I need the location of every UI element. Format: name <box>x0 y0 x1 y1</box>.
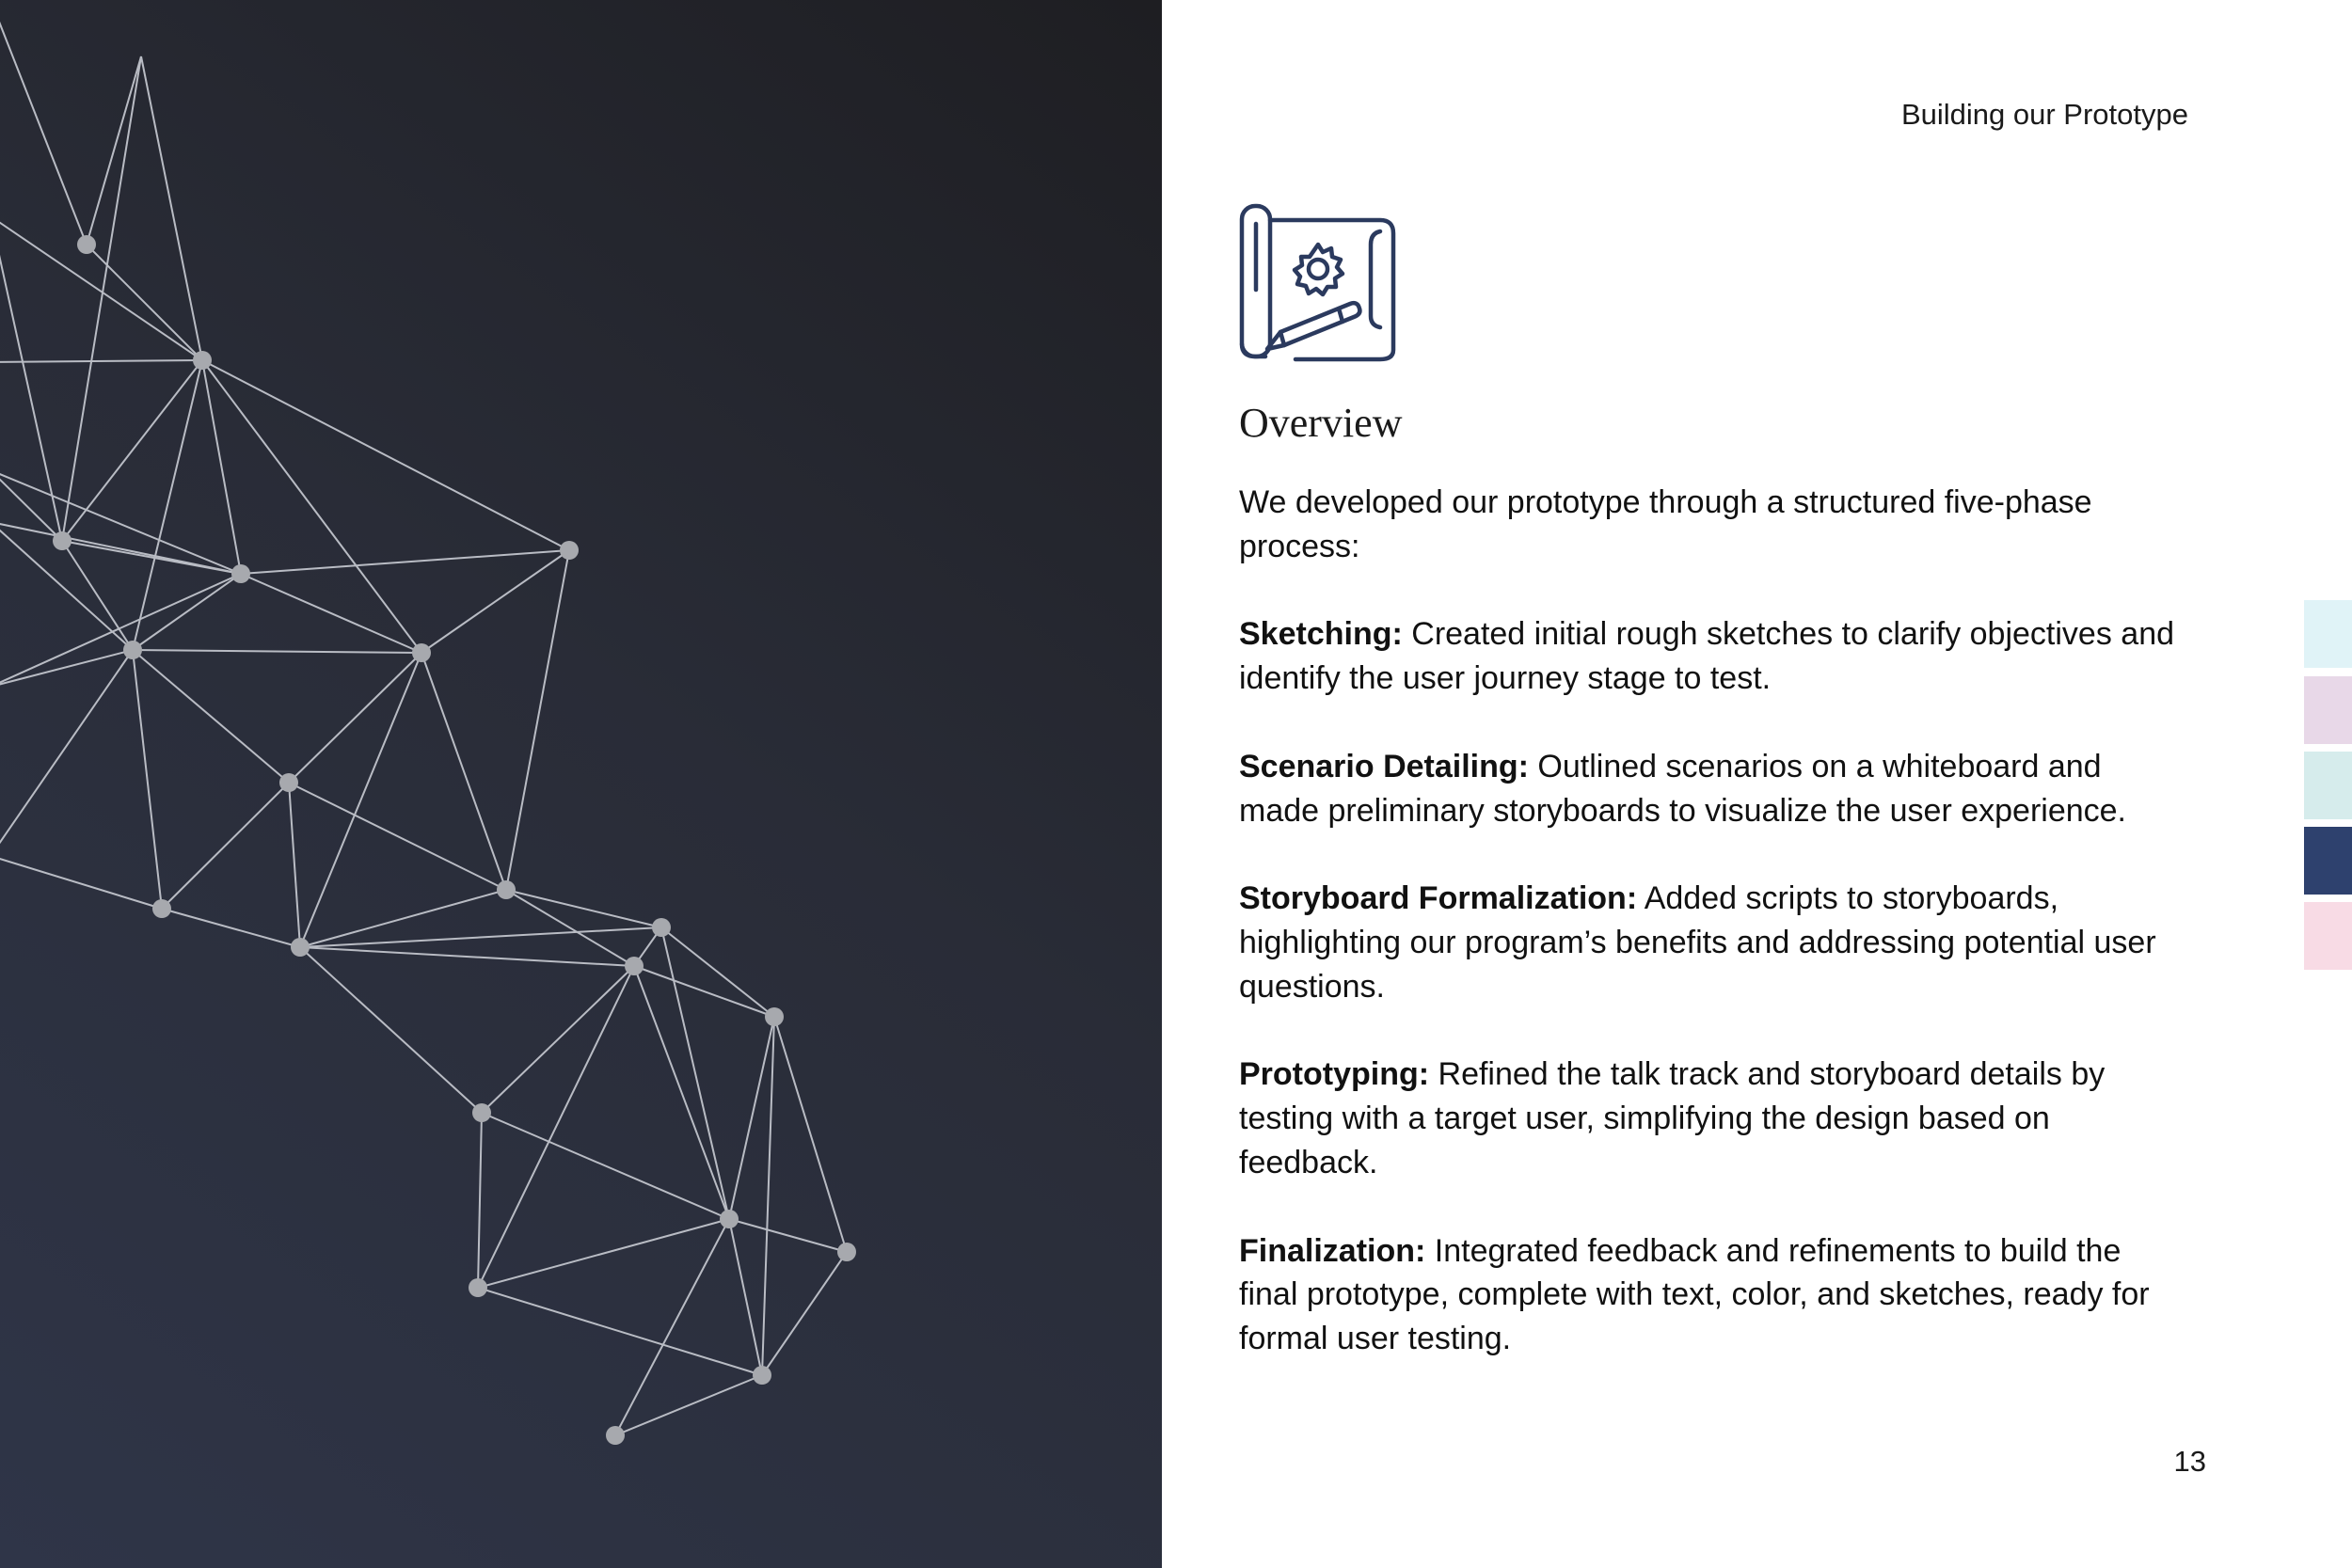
network-node <box>77 235 96 254</box>
network-edge <box>300 947 634 966</box>
network-edge <box>202 360 241 574</box>
network-node <box>753 1366 771 1385</box>
phase-description: Refined the talk track and storyboard details by testing with a target user, simplifying the design based on feedback. <box>1239 1056 2106 1180</box>
network-edge <box>289 783 300 947</box>
color-tab-light-blue <box>2304 600 2352 668</box>
network-node <box>765 1007 784 1026</box>
network-edge <box>762 1252 847 1375</box>
phase-label: Prototyping: <box>1239 1056 1430 1093</box>
network-edge <box>615 1219 729 1435</box>
phase-description: Outlined scenarios on a whiteboard and made preliminary storyboards to visualize the user experience. <box>1239 748 2127 829</box>
phase-description: Integrated feedback and refinements to build the final prototype, complete with text, color, and sketches, ready for formal user testing. <box>1239 1232 2150 1357</box>
network-edge <box>506 550 569 890</box>
network-node <box>472 1103 491 1122</box>
phase-label: Sketching: <box>1239 616 1403 653</box>
network-edge <box>774 1017 847 1252</box>
page-number: 13 <box>2173 1445 2206 1478</box>
section-title: Overview <box>1239 400 1403 446</box>
network-edge <box>729 1219 762 1375</box>
network-edge <box>0 470 241 574</box>
network-node <box>279 773 298 792</box>
phase-paragraph-scenario-detailing <box>1239 745 2180 833</box>
network-edge <box>289 653 421 783</box>
network-edge <box>300 947 482 1113</box>
network-edge <box>0 216 62 541</box>
network-edge <box>87 56 141 245</box>
network-edge <box>241 550 569 574</box>
network-edge <box>141 56 202 360</box>
network-edge <box>241 574 421 653</box>
network-edge <box>62 56 141 541</box>
network-edge <box>87 245 202 360</box>
network-edge <box>615 1375 762 1435</box>
network-edge <box>133 650 162 909</box>
network-node <box>291 938 310 957</box>
blueprint-gear-pencil-icon <box>1239 203 1399 363</box>
network-edge <box>762 1017 774 1375</box>
network-edge <box>661 927 729 1219</box>
network-edge <box>482 966 634 1113</box>
network-graphic-panel <box>0 0 1162 1568</box>
phase-paragraph-sketching <box>1239 612 2180 701</box>
network-edge <box>421 550 569 653</box>
network-node <box>652 918 671 937</box>
network-graphic <box>0 0 1162 1568</box>
body-text <box>1239 481 2180 1405</box>
phase-description: Added scripts to storyboards, highlighting our program’s benefits and addressing potential user questions. <box>1239 880 2156 1005</box>
network-edge <box>202 360 569 550</box>
network-node <box>193 351 212 370</box>
network-edge <box>133 650 289 783</box>
network-node <box>625 957 644 975</box>
network-edge <box>478 1219 729 1288</box>
content-panel <box>1162 0 2352 1568</box>
network-edge <box>506 890 634 966</box>
network-edge <box>478 1113 482 1288</box>
color-tab-navy <box>2304 827 2352 895</box>
network-node <box>606 1426 625 1445</box>
phase-description: Created initial rough sketches to clarify objectives and identify the user journey stage to test. <box>1239 616 2175 697</box>
network-node <box>152 899 171 918</box>
running-header: Building our Prototype <box>1900 98 2188 131</box>
network-edge <box>729 1219 847 1252</box>
network-node <box>837 1243 856 1261</box>
network-edge <box>0 360 202 362</box>
network-edge <box>300 653 421 947</box>
phase-paragraph-prototyping <box>1239 1053 2180 1184</box>
phase-paragraph-storyboard-formalization <box>1239 877 2180 1008</box>
network-edge <box>0 0 87 245</box>
network-node <box>53 531 72 550</box>
network-edge <box>202 360 421 653</box>
phase-label: Storyboard Formalization: <box>1239 880 1638 917</box>
network-edge <box>0 650 133 856</box>
network-edge <box>478 966 634 1288</box>
network-edge <box>0 650 133 687</box>
network-edge <box>478 1288 762 1375</box>
network-node <box>412 643 431 662</box>
network-edge <box>162 909 300 947</box>
network-edge <box>634 966 774 1017</box>
network-edge <box>300 927 661 947</box>
network-edge <box>133 650 421 653</box>
network-edge <box>506 890 661 927</box>
color-tab-pink <box>2304 902 2352 970</box>
network-edge <box>300 890 506 947</box>
network-node <box>497 880 516 899</box>
network-edge <box>0 856 162 909</box>
network-node <box>720 1210 739 1228</box>
phase-label: Scenario Detailing: <box>1239 748 1529 784</box>
network-node <box>231 564 250 583</box>
phase-paragraph-finalization <box>1239 1229 2180 1361</box>
color-tab-mint <box>2304 752 2352 819</box>
network-node <box>123 641 142 659</box>
network-node <box>469 1278 487 1297</box>
intro-paragraph: We developed our prototype through a structured five-phase process: <box>1239 484 2092 564</box>
network-edge <box>0 216 202 360</box>
network-edge <box>0 522 241 574</box>
network-edge <box>634 966 729 1219</box>
network-edge <box>162 783 289 909</box>
color-tab-lavender <box>2304 676 2352 744</box>
phase-label: Finalization: <box>1239 1232 1426 1269</box>
network-node <box>560 541 579 560</box>
